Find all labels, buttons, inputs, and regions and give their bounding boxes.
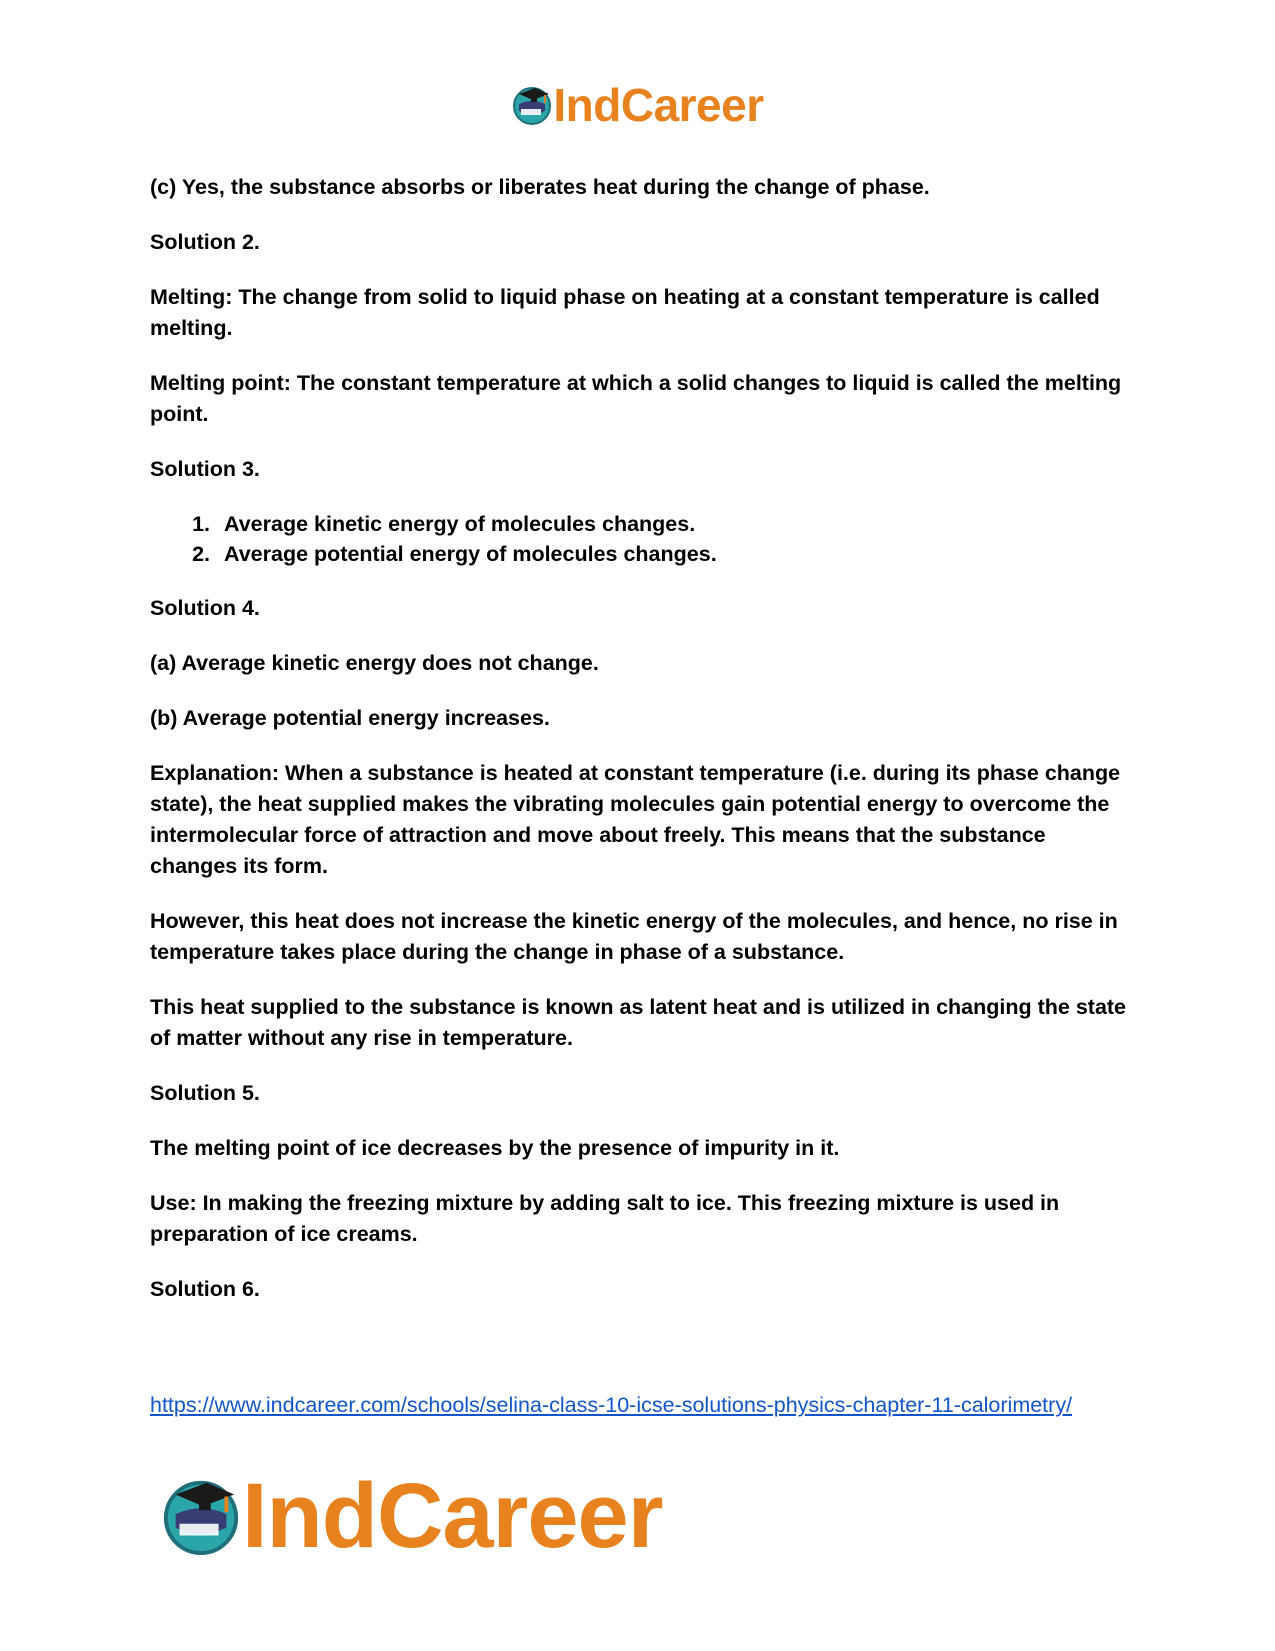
solution-heading: Solution 2. [150,230,260,254]
list-number: 2. [192,542,210,566]
solution-heading: Solution 4. [150,596,260,620]
paragraph: This heat supplied to the substance is known as latent heat and is utilized in changing the state of matter without any rise in temperature. [150,995,1127,1050]
list-item [150,509,1130,539]
paragraph: The melting point of ice decreases by the presence of impurity in it. [150,1136,840,1160]
globe-graduation-cap-icon [511,84,553,126]
solution-heading: Solution 6. [150,1277,260,1301]
document-body [150,172,1130,1329]
source-link[interactable]: https://www.indcareer.com/schools/selina-class-10-icse-solutions-physics-chapter-11-calorimetry/ [150,1393,1073,1417]
list-text: Average kinetic energy of molecules changes. [224,512,696,536]
paragraph: Melting: The change from solid to liquid phase on heating at a constant temperature is called melting. [150,285,1100,340]
header-logo-text: IndCareer [553,79,764,131]
list-number: 1. [192,512,210,536]
paragraph: Use: In making the freezing mixture by adding salt to ice. This freezing mixture is used in preparation of ice creams. [150,1191,1060,1246]
list-item [150,539,1130,569]
paragraph: Melting point: The constant temperature at which a solid changes to liquid is called the melting point. [150,371,1122,426]
solution-heading: Solution 5. [150,1081,260,1105]
solution-heading: Solution 3. [150,457,260,481]
footer-logo-text: IndCareer [242,1465,663,1567]
paragraph: However, this heat does not increase the kinetic energy of the molecules, and hence, no rise in temperature takes place during the change in phase of a substance. [150,909,1118,964]
paragraph: (c) Yes, the substance absorbs or liberates heat during the change of phase. [150,175,930,199]
paragraph: (a) Average kinetic energy does not change. [150,651,599,675]
paragraph: Explanation: When a substance is heated at constant temperature (i.e. during its phase change state), the heat supplied makes the vibrating molecules gain potential energy to overcome the intermolecular force of attraction and move about freely. This means that the substance changes its form. [150,761,1121,878]
list-text: Average potential energy of molecules changes. [224,542,717,566]
paragraph: (b) Average potential energy increases. [150,706,550,730]
globe-graduation-cap-icon [160,1475,242,1557]
header-logo [0,80,1275,130]
numbered-list [150,509,1130,569]
footer-logo [160,1465,663,1567]
